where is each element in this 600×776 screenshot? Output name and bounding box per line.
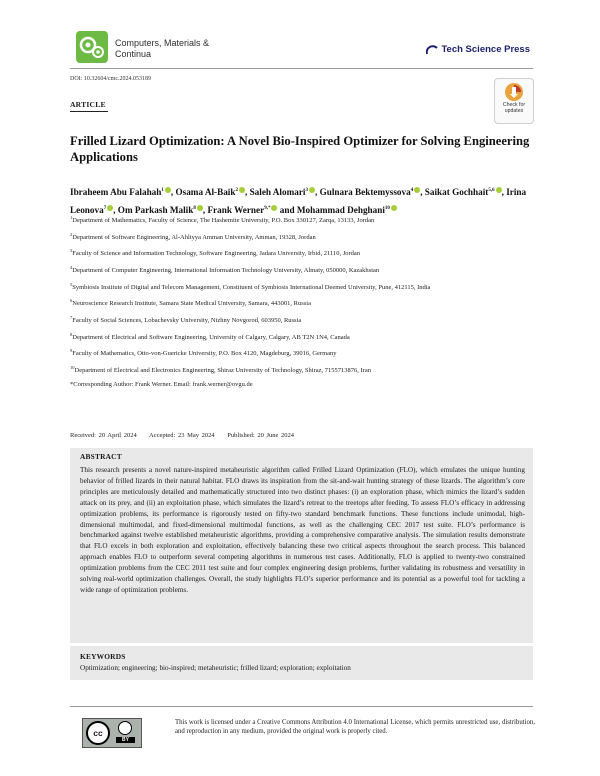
affiliation-item [70, 331, 540, 342]
header-divider [70, 68, 533, 69]
orcid-icon[interactable] [165, 187, 171, 193]
article-type-label: ARTICLE [70, 100, 106, 109]
corresponding-author: *Corresponding Author: Frank Werner. Email: frank.werner@ovgu.de [70, 380, 253, 388]
affiliation-item [70, 297, 540, 308]
author-name: Osama Al-Baik [175, 187, 236, 198]
affiliation-text: Department of Computer Engineering, International Information Technology University, Almaty, 050000, Kazakhstan [72, 267, 380, 275]
author-name: Om Parkash Malik [117, 204, 194, 215]
affiliation-number: 2 [70, 231, 73, 237]
journal-name: Computers, Materials & Continua [115, 38, 210, 59]
orcid-icon[interactable] [391, 205, 397, 211]
affiliation-text: Symbiosis Institute of Digital and Telecom Management, Constituent of Symbiosis International Deemed University, Pune, 412115, India [72, 283, 431, 291]
affiliation-text: Department of Electrical and Software Engineering, University of Calgary, Calgary, AB T2N 1N4, Canada [72, 333, 350, 341]
orcid-icon[interactable] [239, 187, 245, 193]
author-name: Frank Werner [207, 204, 265, 215]
author-affiliation-ref: 9,* [264, 205, 271, 211]
author-name: Mohammad Dehghani [296, 204, 385, 215]
publisher-logo [426, 44, 530, 55]
author-affiliation-ref: 3 [305, 188, 308, 193]
affiliation-item [70, 281, 540, 292]
affiliation-number: 3 [70, 248, 73, 254]
check-for-updates-badge[interactable] [494, 78, 534, 124]
affiliation-text: Department of Software Engineering, Al-Ahliyya Amman University, Amman, 19328, Jordan [72, 233, 316, 241]
affiliation-item [70, 364, 540, 375]
affiliation-number: 4 [70, 264, 73, 270]
author-name: Saleh Alomari [249, 187, 306, 198]
abstract-heading: ABSTRACT [80, 452, 122, 461]
date-published: Published: 20 June 2024 [227, 432, 295, 439]
orcid-icon[interactable] [414, 187, 420, 193]
affiliation-number: 8 [70, 331, 73, 337]
affiliation-text: Department of Electrical and Electronics Engineering, Shiraz University of Technology, Shiraz, 7155713876, Iran [74, 367, 371, 375]
keywords-panel [70, 646, 533, 680]
date-received: Received: 20 April 2024 [70, 432, 137, 439]
license-text: This work is licensed under a Creative Commons Attribution 4.0 International License, which permits unrestricted use, distribution, and reproduction in any medium, provided the original work is properly cited. [175, 719, 535, 735]
affiliation-item [70, 231, 540, 242]
affiliation-item [70, 314, 540, 325]
article-label-underline [70, 111, 108, 112]
cc-by-license-badge[interactable] [82, 718, 142, 748]
affiliation-text: Neuroscience Research Institute, Samara State Medical University, Samara, 443001, Russia [72, 300, 311, 308]
orcid-icon[interactable] [271, 205, 277, 211]
author-name: Ibraheem Abu Falahah [70, 187, 162, 198]
publication-dates [70, 432, 304, 439]
author-affiliation-ref: 10 [384, 205, 390, 211]
author-name: Gulnara Bektemyssova [319, 187, 411, 198]
author-affiliation-ref: 4 [410, 188, 414, 193]
journal-logo-icon [75, 30, 109, 64]
author-affiliation-ref: 5,6 [488, 188, 495, 193]
date-accepted: Accepted: 23 May 2024 [149, 432, 215, 439]
keywords-text: Optimization; engineering; bio-inspired; metaheuristic; frilled lizard; exploration; exploitation [80, 664, 351, 672]
affiliation-text: Faculty of Science and Information Technology, Software Engineering, Jadara University, Irbid, 21110, Jordan [72, 250, 361, 258]
cc-by-label: BY [116, 737, 135, 743]
affiliation-text: Faculty of Mathematics, Otto-von-Guericke University, P.O. Box 4120, Magdeburg, 39016, Germany [72, 350, 337, 358]
keywords-heading: KEYWORDS [80, 652, 126, 661]
attribution-person-icon [118, 721, 132, 735]
affiliation-item [70, 264, 540, 275]
author-affiliation-ref: 2 [235, 188, 238, 193]
affiliation-number: 10 [70, 364, 75, 370]
doi: DOI: 10.32604/cmc.2024.053189 [70, 76, 151, 82]
affiliation-number: 9 [70, 348, 73, 354]
affiliation-text: Faculty of Social Sciences, Lobachevsky University, Nizhny Novgorod, 603950, Russia [72, 317, 302, 325]
affiliation-number: 1 [70, 215, 73, 220]
abstract-text: This research presents a novel nature-inspired metaheuristic algorithm called Frilled Lizard Optimization (FLO), which emulates the unique hunting behavior of frilled lizards in their natural habitat. FLO draws its inspiration from the sit-and-wait hunting strategy of these lizards. The algorithm’s core principles are meticulously detailed and mathematically structured into two distinct phases: (i) an exploration phase, which mimics the lizard’s sudden attack on its prey, and (ii) an exploitation phase, which simulates the lizard’s retreat to the treetops after feeding. To assess FLO’s efficacy in addressing optimization problems, its performance is rigorously tested on fifty-two standard benchmark functions. These functions include unimodal, high-dimensional multimodal, and fixed-dimensional multimodal functions, as well as the challenging CEC 2017 test suite. FLO’s performance is benchmarked against twelve established metaheuristic algorithms, providing a comprehensive comparative analysis. The simulation results demonstrate that FLO excels in both exploration and exploitation, effectively balancing these two critical aspects throughout the search process. This balanced approach enables FLO to outperform several competing algorithms in numerous test cases. Additionally, FLO is applied to twenty-two constrained optimization problems from the CEC 2011 test suite and four complex engineering design problems, further validating its robustness and versatility in solving real-world optimization challenges. Overall, the study highlights FLO’s superior performance and its potential as a powerful tool for tackling a wide range of optimization problems. [80, 466, 525, 594]
author-affiliation-ref: 7 [103, 205, 107, 211]
affiliation-number: 7 [70, 314, 73, 320]
author-affiliation-ref: 1 [161, 188, 164, 193]
paper-title: Frilled Lizard Optimization: A Novel Bio-Inspired Optimizer for Solving Engineering Applications [70, 134, 530, 164]
check-for-updates-label: Check for updates [502, 102, 526, 114]
publisher-name: Tech Science Press [441, 44, 530, 55]
orcid-icon[interactable] [309, 187, 315, 193]
affiliation-number: 5 [70, 281, 73, 287]
author-name: Saikat Gochhait [424, 187, 489, 198]
affiliation-text: Department of Mathematics, Faculty of Science, The Hashemite University, P.O. Box 330127, Zarqa, 13133, Jordan [72, 217, 375, 225]
affiliation-item [70, 214, 540, 225]
publisher-arc-icon [426, 45, 438, 55]
footer-divider [70, 706, 533, 707]
orcid-icon[interactable] [496, 187, 502, 193]
orcid-icon[interactable] [197, 205, 203, 211]
affiliation-item [70, 347, 540, 358]
orcid-icon[interactable] [107, 205, 113, 211]
affiliation-number: 6 [70, 298, 73, 304]
author-list: Ibraheem Abu Falahah$^1$ , Osama Al-Baik$^2$ , Saleh Alomari$^3$ , Gulnara Bektemyssova$^4$ , Saikat Gochhait$^{5,6}$ , Irina Leonova$^7$ , Om Parkash Malik$^8$ , Frank Werner$^{9,*}$ and Mohammad Dehghani$^{10}$ [70, 187, 527, 215]
affiliation-list [70, 214, 540, 394]
author-affiliation-ref: 8 [193, 205, 196, 211]
affiliation-item [70, 247, 540, 258]
cc-icon: cc [86, 721, 110, 745]
check-for-updates-icon [504, 82, 524, 102]
author-name: Irina Leonova [70, 187, 527, 215]
